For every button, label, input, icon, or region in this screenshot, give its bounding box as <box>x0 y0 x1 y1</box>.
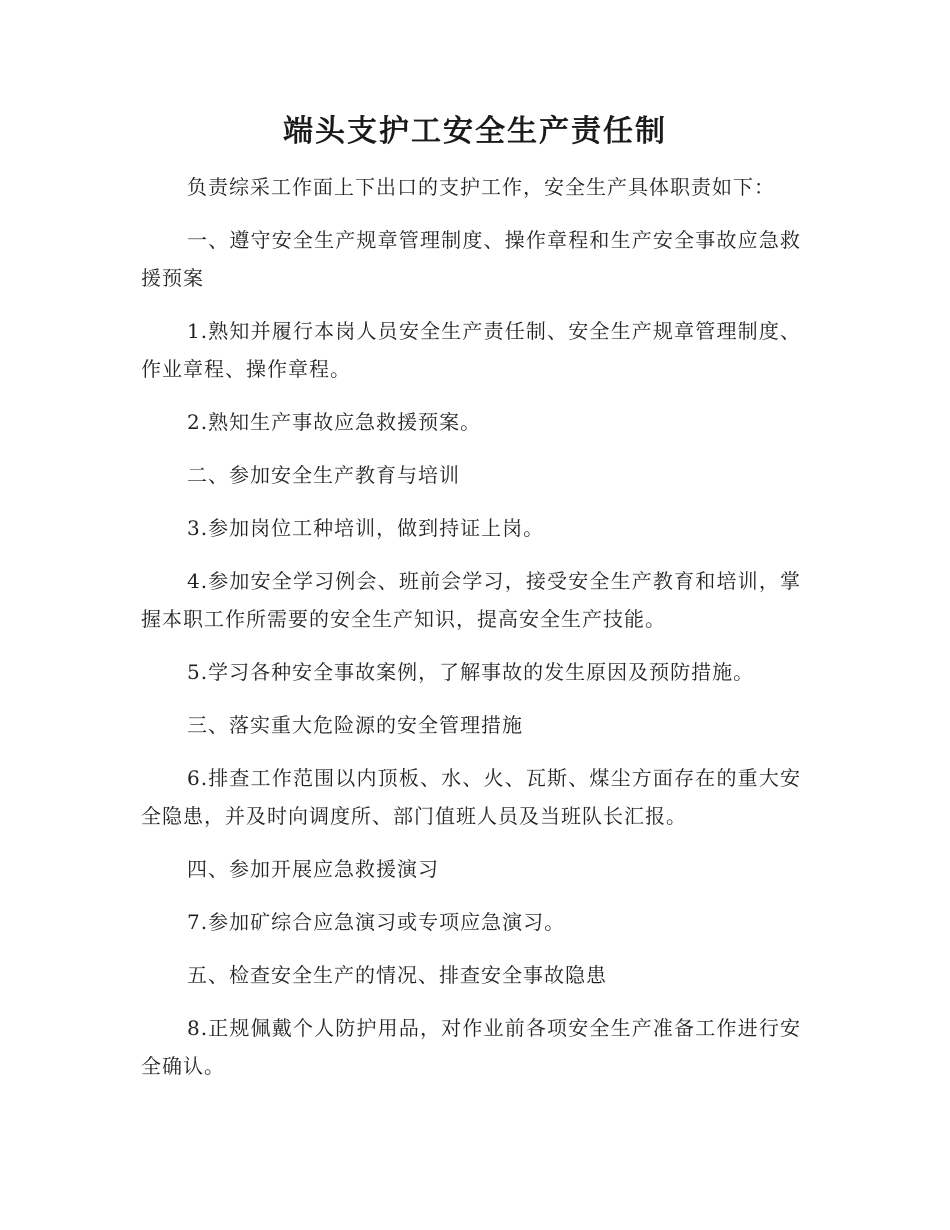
section-heading: 五、检查安全生产的情况、排查安全事故隐患 <box>187 963 607 987</box>
paragraph: 7.参加矿综合应急演习或专项应急演习。 <box>187 910 566 934</box>
paragraph: 6.排查工作范围以内顶板、水、火、瓦斯、煤尘方面存在的重大安全隐患，并及时向调度所、部门值班人员及当班队长汇报。 <box>141 766 801 828</box>
section-heading: 四、参加开展应急救援演习 <box>187 857 439 881</box>
paragraph: 负责综采工作面上下出口的支护工作，安全生产具体职责如下： <box>187 175 775 199</box>
paragraph: 3.参加岗位工种培训，做到持证上岗。 <box>187 516 545 540</box>
document-body <box>141 168 801 1100</box>
paragraph: 2.熟知生产事故应急救援预案。 <box>187 410 482 434</box>
paragraph: 4.参加安全学习例会、班前会学习，接受安全生产教育和培训，掌握本职工作所需要的安全生产知识，提高安全生产技能。 <box>141 569 801 631</box>
section-heading: 二、参加安全生产教育与培训 <box>187 463 460 487</box>
document-title: 端头支护工安全生产责任制 <box>283 114 667 149</box>
section-heading: 三、落实重大危险源的安全管理措施 <box>187 713 523 737</box>
paragraph: 8.正规佩戴个人防护用品，对作业前各项安全生产准备工作进行安全确认。 <box>141 1016 801 1078</box>
section-heading: 一、遵守安全生产规章管理制度、操作章程和生产安全事故应急救援预案 <box>141 228 801 290</box>
paragraph: 1.熟知并履行本岗人员安全生产责任制、安全生产规章管理制度、作业章程、操作章程。 <box>141 319 801 381</box>
paragraph: 5.学习各种安全事故案例，了解事故的发生原因及预防措施。 <box>187 660 755 684</box>
